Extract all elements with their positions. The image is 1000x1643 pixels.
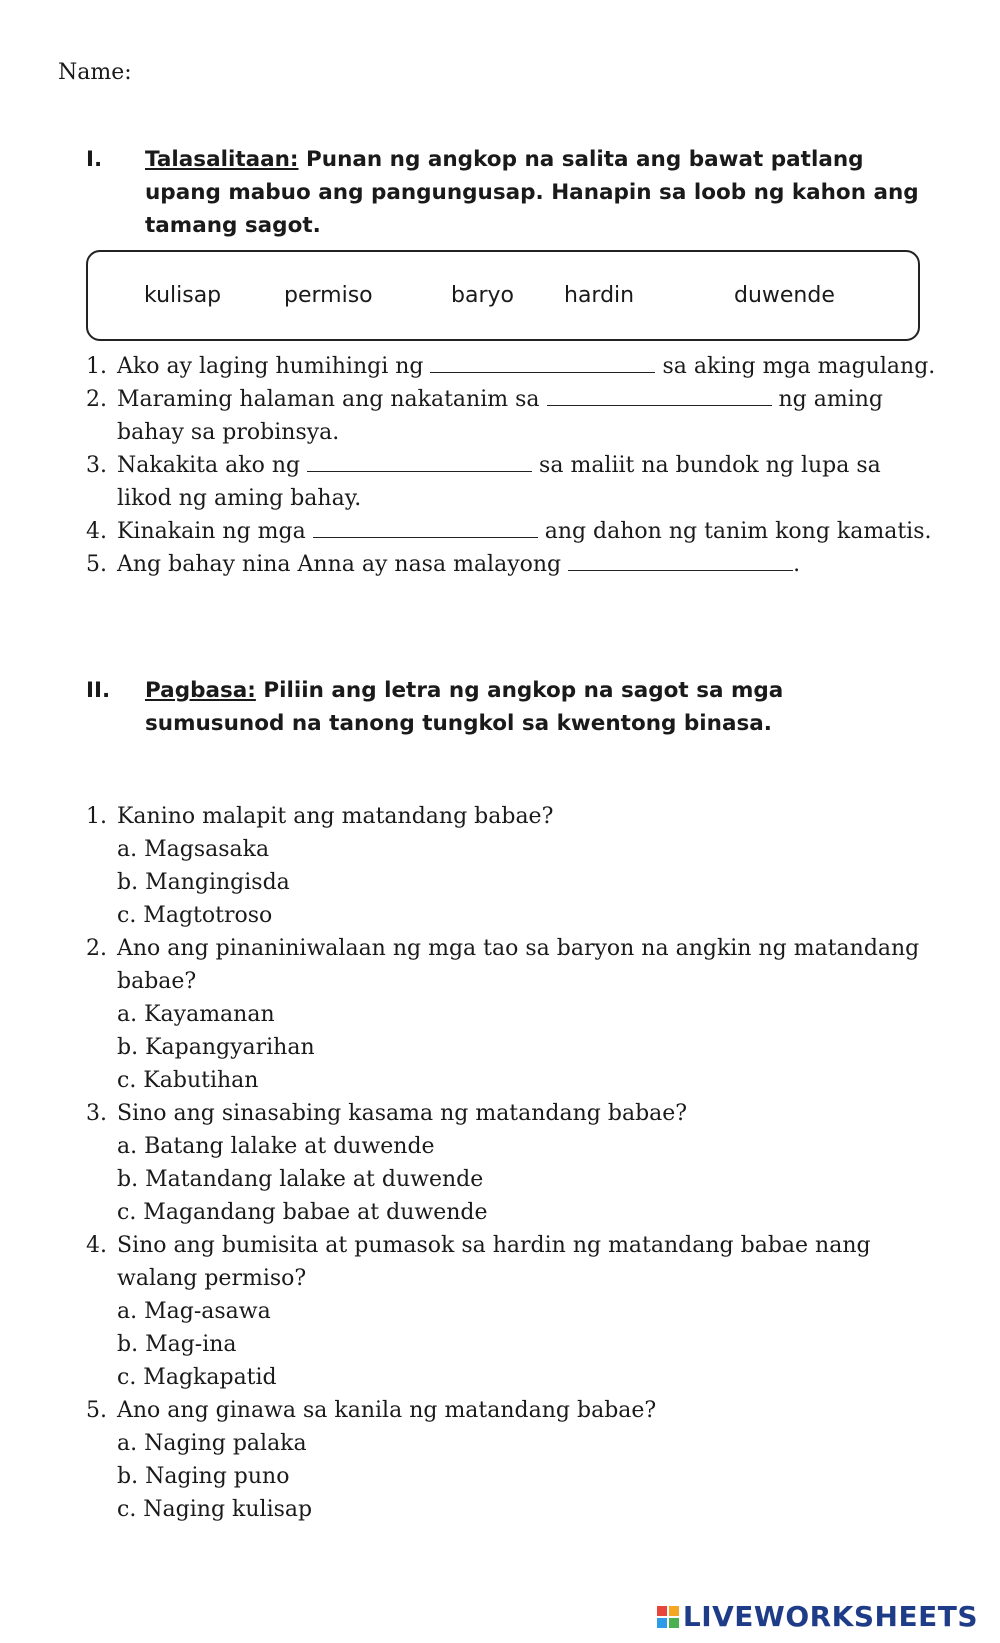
fill-in-item <box>86 548 936 581</box>
answer-blank[interactable] <box>313 519 538 538</box>
fill-in-item <box>86 449 936 515</box>
fill-in-item <box>86 350 936 383</box>
section-numeral: I. <box>86 147 103 172</box>
question-number: 1. <box>86 804 107 829</box>
logo-square <box>657 1606 667 1616</box>
question-item <box>86 1394 936 1427</box>
section-title: Pagbasa: <box>145 678 256 703</box>
section-instructions-text: Punan ng angkop na salita ang bawat patlang upang mabuo ang pangungusap. Hanapin sa loob ng kahon ang tamang sagot. <box>145 147 919 238</box>
answer-option[interactable]: a. Mag-asawa <box>117 1299 271 1324</box>
fill-in-item <box>86 515 936 548</box>
item-text: Ako ay laging humihingi ng sa aking mga magulang. <box>117 354 936 379</box>
fill-in-item <box>86 383 936 449</box>
question-list <box>86 800 936 1526</box>
liveworksheets-logo-text: LIVEWORKSHEETS <box>682 1600 978 1633</box>
answer-option[interactable]: c. Naging kulisap <box>117 1497 313 1522</box>
word-bank-word: duwende <box>734 283 835 308</box>
item-number: 4. <box>86 519 107 544</box>
section-reading-heading <box>86 674 926 740</box>
liveworksheets-logo <box>657 1600 978 1633</box>
word-bank-word: hardin <box>564 283 635 308</box>
answer-option[interactable]: b. Mag-ina <box>117 1332 237 1357</box>
answer-option[interactable]: a. Magsasaka <box>117 837 270 862</box>
question-item <box>86 1097 936 1130</box>
section-numeral: II. <box>86 678 111 703</box>
question-text: Ano ang pinaniniwalaan ng mga tao sa baryon na angkin ng matandang babae? <box>117 936 920 994</box>
word-bank-word: permiso <box>284 283 373 308</box>
question-number: 2. <box>86 936 107 961</box>
logo-square <box>669 1606 679 1616</box>
logo-square <box>657 1618 667 1628</box>
answer-option[interactable]: a. Naging palaka <box>117 1431 307 1456</box>
liveworksheets-logo-icon <box>657 1606 679 1628</box>
question-text: Ano ang ginawa sa kanila ng matandang babae? <box>117 1398 657 1423</box>
section-instructions <box>145 143 926 242</box>
item-number: 3. <box>86 453 107 478</box>
answer-option[interactable]: c. Magkapatid <box>117 1365 277 1390</box>
answer-option[interactable]: c. Magandang babae at duwende <box>117 1200 488 1225</box>
question-item <box>86 932 936 998</box>
answer-option[interactable]: c. Kabutihan <box>117 1068 259 1093</box>
item-number: 1. <box>86 354 107 379</box>
question-number: 4. <box>86 1233 107 1258</box>
answer-blank[interactable] <box>547 387 772 406</box>
answer-option[interactable]: b. Matandang lalake at duwende <box>117 1167 484 1192</box>
fill-in-list <box>86 350 936 581</box>
item-text: Kinakain ng mga ang dahon ng tanim kong kamatis. <box>117 519 932 544</box>
answer-blank[interactable] <box>568 552 793 571</box>
answer-option[interactable]: b. Naging puno <box>117 1464 290 1489</box>
question-text: Sino ang sinasabing kasama ng matandang babae? <box>117 1101 688 1126</box>
section-reading <box>86 674 926 740</box>
item-text: Ang bahay nina Anna ay nasa malayong . <box>117 552 801 577</box>
item-number: 2. <box>86 387 107 412</box>
question-number: 5. <box>86 1398 107 1423</box>
answer-blank[interactable] <box>307 453 532 472</box>
logo-square <box>669 1618 679 1628</box>
section-title: Talasalitaan: <box>145 147 299 172</box>
question-item <box>86 800 936 833</box>
answer-option[interactable]: c. Magtotroso <box>117 903 273 928</box>
word-bank-word: kulisap <box>144 283 222 308</box>
item-number: 5. <box>86 552 107 577</box>
answer-blank[interactable] <box>430 354 655 373</box>
question-number: 3. <box>86 1101 107 1126</box>
item-text: Maraming halaman ang nakatanim sa ng aming bahay sa probinsya. <box>117 387 884 445</box>
answer-option[interactable]: a. Kayamanan <box>117 1002 275 1027</box>
item-text: Nakakita ako ng sa maliit na bundok ng lupa sa likod ng aming bahay. <box>117 453 881 511</box>
word-bank-box <box>86 250 920 341</box>
section-vocabulary-heading <box>86 143 926 242</box>
section-vocabulary <box>86 143 926 242</box>
answer-option[interactable]: a. Batang lalake at duwende <box>117 1134 435 1159</box>
name-label: Name: <box>58 60 132 85</box>
word-bank-word: baryo <box>451 283 514 308</box>
section-instructions <box>145 674 926 740</box>
question-text: Sino ang bumisita at pumasok sa hardin ng matandang babae nang walang permiso? <box>117 1233 871 1291</box>
answer-option[interactable]: b. Kapangyarihan <box>117 1035 315 1060</box>
question-item <box>86 1229 936 1295</box>
answer-option[interactable]: b. Mangingisda <box>117 870 290 895</box>
section-instructions-text: Piliin ang letra ng angkop na sagot sa mga sumusunod na tanong tungkol sa kwentong binasa. <box>145 678 784 736</box>
question-text: Kanino malapit ang matandang babae? <box>117 804 554 829</box>
